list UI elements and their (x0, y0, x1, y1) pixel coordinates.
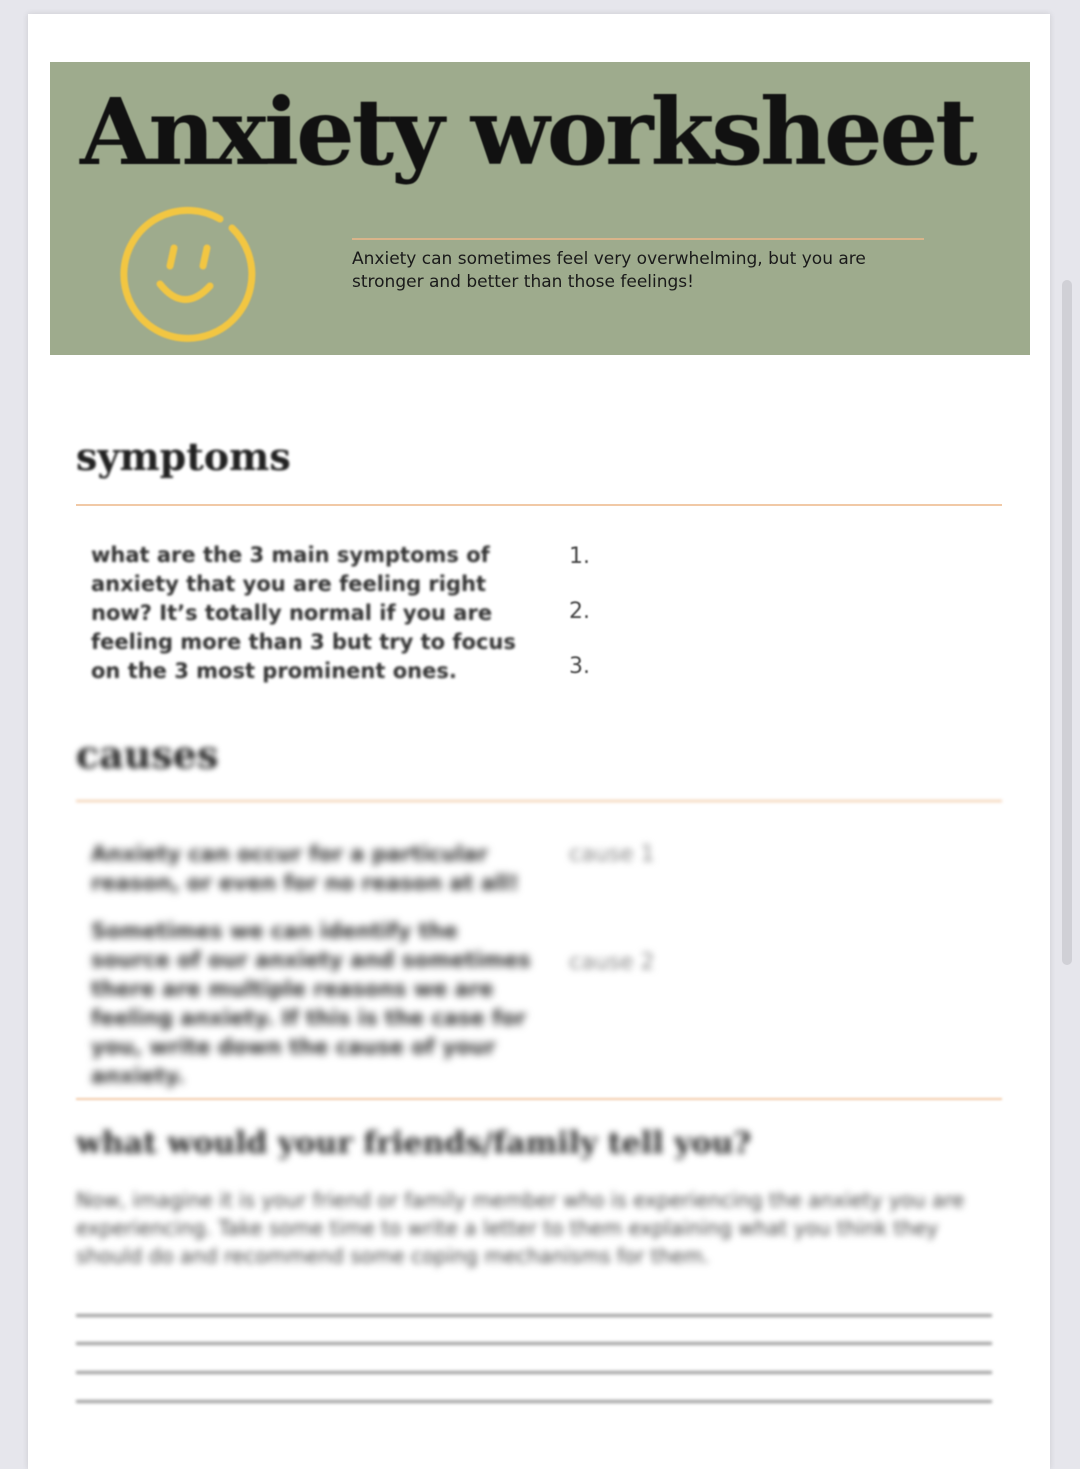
writing-line[interactable] (76, 1371, 992, 1374)
writing-line[interactable] (76, 1400, 992, 1403)
symptom-number-1[interactable]: 1. (569, 544, 590, 569)
page-title: Anxiety worksheet (80, 78, 975, 186)
header-divider (352, 238, 924, 240)
causes-divider (76, 800, 1002, 802)
friends-heading: what would your friends/family tell you? (76, 1126, 751, 1161)
cause-2-field[interactable]: cause 2 (569, 950, 655, 975)
friends-divider (76, 1098, 1002, 1100)
causes-prompt-a: Anxiety can occur for a particular reason, or even for no reason at all! (91, 842, 520, 895)
writing-line[interactable] (76, 1314, 992, 1317)
cause-1-field[interactable]: cause 1 (569, 842, 655, 867)
friends-instructions: Now, imagine it is your friend or family member who is experiencing the anxiety you are experiencing. Take some time to write a letter to them explaining what you think they should do and recommend some coping mechanisms for them. (76, 1188, 965, 1268)
scrollbar[interactable] (1062, 280, 1072, 965)
writing-line[interactable] (76, 1342, 992, 1345)
causes-prompt-b: Sometimes we can identify the source of our anxiety and sometimes there are multiple reasons we are feeling anxiety. If this is the case for you, write down the cause of your anxiety. (91, 919, 531, 1088)
symptom-number-2[interactable]: 2. (569, 599, 590, 624)
smiley-face-icon (112, 202, 256, 346)
header-tagline: Anxiety can sometimes feel very overwhelming, but you are stronger and better than those feelings! (352, 249, 866, 292)
symptoms-heading: symptoms (76, 434, 291, 479)
symptoms-divider (76, 504, 1002, 506)
symptom-number-3[interactable]: 3. (569, 654, 590, 679)
symptoms-prompt: what are the 3 main symptoms of anxiety that you are feeling right now? It’s totally normal if you are feeling more than 3 but try to focus on the 3 most prominent ones. (91, 543, 516, 683)
causes-heading: causes (76, 732, 219, 777)
